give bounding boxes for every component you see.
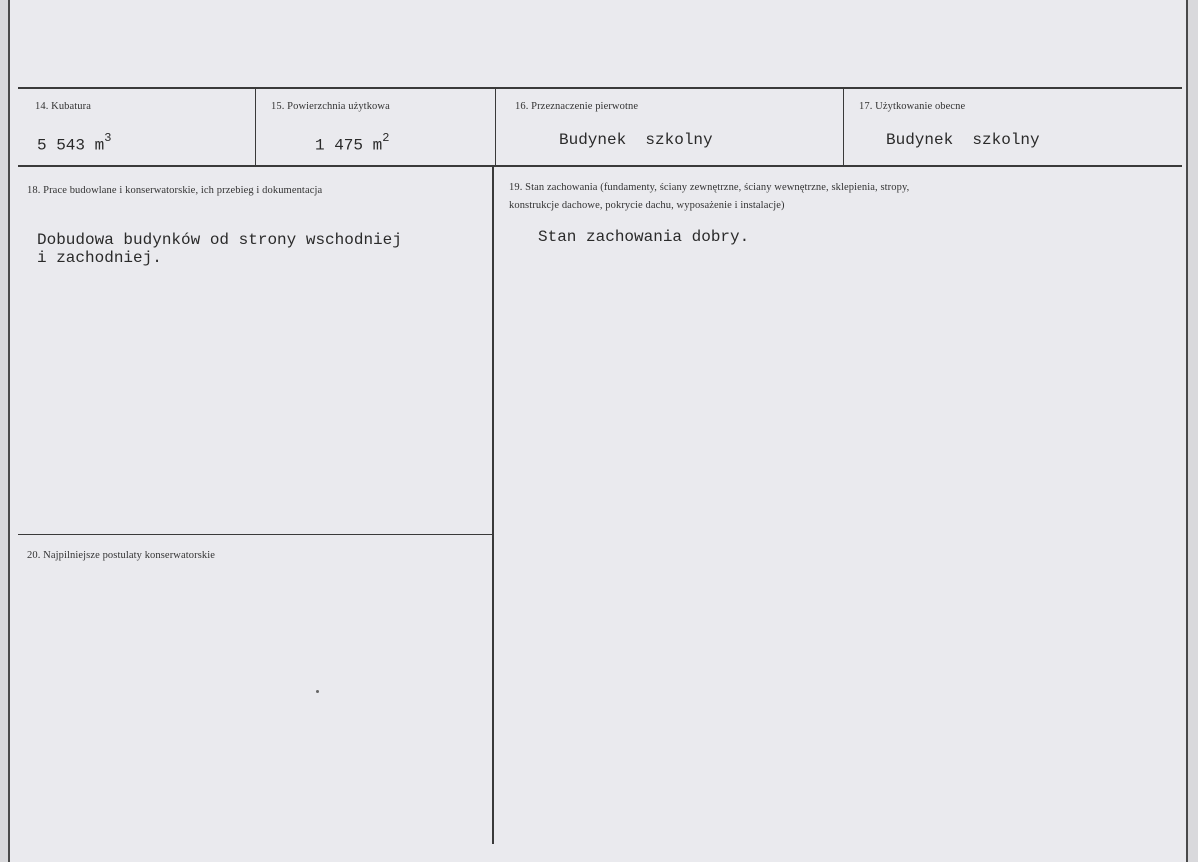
field-15-number: 1 475 m [315,136,383,155]
field-14-exponent: 3 [104,131,112,145]
field-18-value: Dobudowa budynków od strony wschodniej i zachodniej. [37,231,402,267]
field-14-number: 5 543 m [37,136,105,155]
field-14-label: 14. Kubatura [35,101,92,112]
field-16-value: Budynek szkolny [559,131,713,149]
field-19-label: 19. Stan zachowania (fundamenty, ściany zewnętrzne, ściany wewnętrzne, sklepienia, stropy, konstrukcje dachowe, pokrycie dachu, wyposażenie i instalacje) [509,182,910,211]
divider-16-17 [843,89,844,165]
field-15-label: 15. Powierzchnia użytkowa [271,101,390,112]
divider-18-20 [18,534,492,535]
field-18-label: 18. Prace budowlane i konserwatorskie, ich przebieg i dokumentacja [27,185,323,196]
field-15-exponent: 2 [382,131,390,145]
paper-speck [316,690,319,693]
main-vertical-divider [492,167,494,844]
field-15-value [315,133,389,154]
record-card [8,0,1188,862]
field-19-value: Stan zachowania dobry. [538,228,750,246]
field-17-value: Budynek szkolny [886,131,1040,149]
field-17-label: 17. Użytkowanie obecne [859,101,966,112]
field-20-label: 20. Najpilniejsze postulaty konserwatorskie [27,550,216,561]
field-14-value [37,133,111,154]
field-16-label: 16. Przeznaczenie pierwotne [515,101,639,112]
top-row-top-border [18,87,1182,89]
top-row-bottom-border [18,165,1182,167]
divider-15-16 [495,89,496,165]
divider-14-15 [255,89,256,165]
